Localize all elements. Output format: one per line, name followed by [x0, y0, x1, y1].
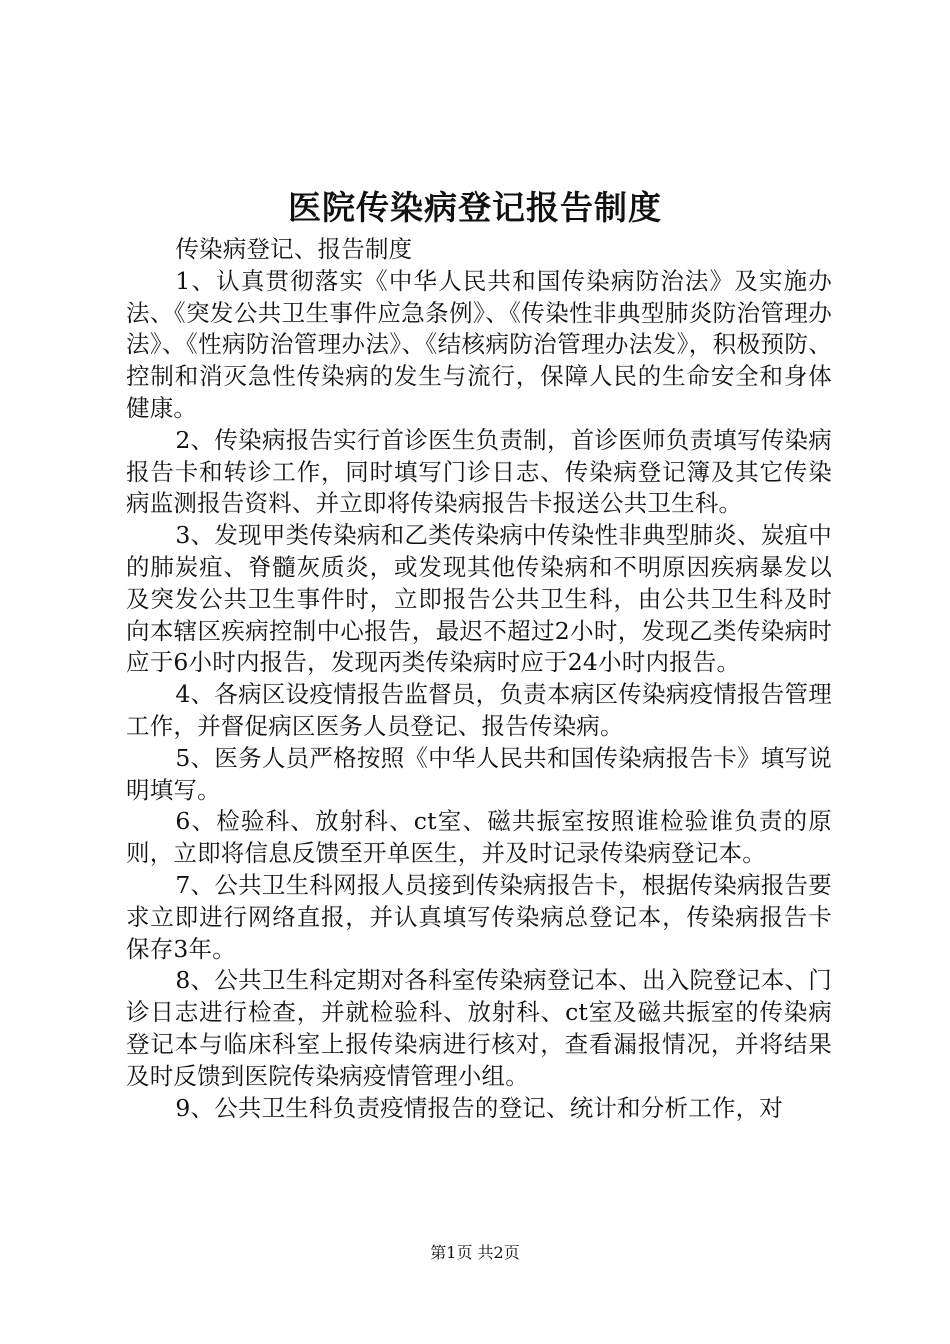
paragraph-5: 5、医务人员严格按照《中华人民共和国传染病报告卡》填写说明填写。 [126, 743, 832, 804]
paragraph-4: 4、各病区设疫情报告监督员，负责本病区传染病疫情报告管理工作，并督促病区医务人员登记、报告传染病。 [126, 680, 832, 740]
paragraph-3: 3、发现甲类传染病和乙类传染病中传染性非典型肺炎、炭疽中的肺炭疽、脊髓灰质炎，或发现其他传染病和不明原因疾病暴发以及突发公共卫生事件时，立即报告公共卫生科，由公共卫生科及时向本辖区疾病控制中心报告，最迟不超过2小时，发现乙类传染病时应于6小时内报告，发现丙类传染病时应于24小时内报告。 [126, 521, 832, 677]
page-footer: 第1页 共2页 [430, 1243, 520, 1262]
paragraph-8: 8、公共卫生科定期对各科室传染病登记本、出入院登记本、门诊日志进行检查，并就检验科、放射科、ct室及磁共振室的传染病登记本与临床科室上报传染病进行核对，查看漏报情况，并将结果及时反馈到医院传染病疫情管理小组。 [126, 966, 832, 1090]
paragraph-heading: 传染病登记、报告制度 [175, 235, 413, 263]
paragraph-6: 6、检验科、放射科、ct室、磁共振室按照谁检验谁负责的原则，立即将信息反馈至开单医生，并及时记录传染病登记本。 [126, 807, 832, 868]
paragraph-7: 7、公共卫生科网报人员接到传染病报告卡，根据传染病报告要求立即进行网络直报，并认真填写传染病总登记本，传染病报告卡保存3年。 [126, 870, 832, 963]
paragraph-2: 2、传染病报告实行首诊医生负责制，首诊医师负责填写传染病报告卡和转诊工作，同时填写门诊日志、传染病登记簿及其它传染病监测报告资料、并立即将传染病报告卡报送公共卫生科。 [126, 425, 832, 518]
paragraph-9: 9、公共卫生科负责疫情报告的登记、统计和分析工作，对 [175, 1093, 783, 1122]
paragraph-1: 1、认真贯彻落实《中华人民共和国传染病防治法》及实施办法、《突发公共卫生事件应急条例》、《传染性非典型肺炎防治管理办法》、《性病防治管理办法》、《结核病防治管理办法发》，积极预防、控制和消灭急性传染病的发生与流行，保障人民的生命安全和身体健康。 [126, 266, 832, 422]
document-body [126, 234, 832, 1124]
document-title: 医院传染病登记报告制度 [288, 188, 662, 227]
